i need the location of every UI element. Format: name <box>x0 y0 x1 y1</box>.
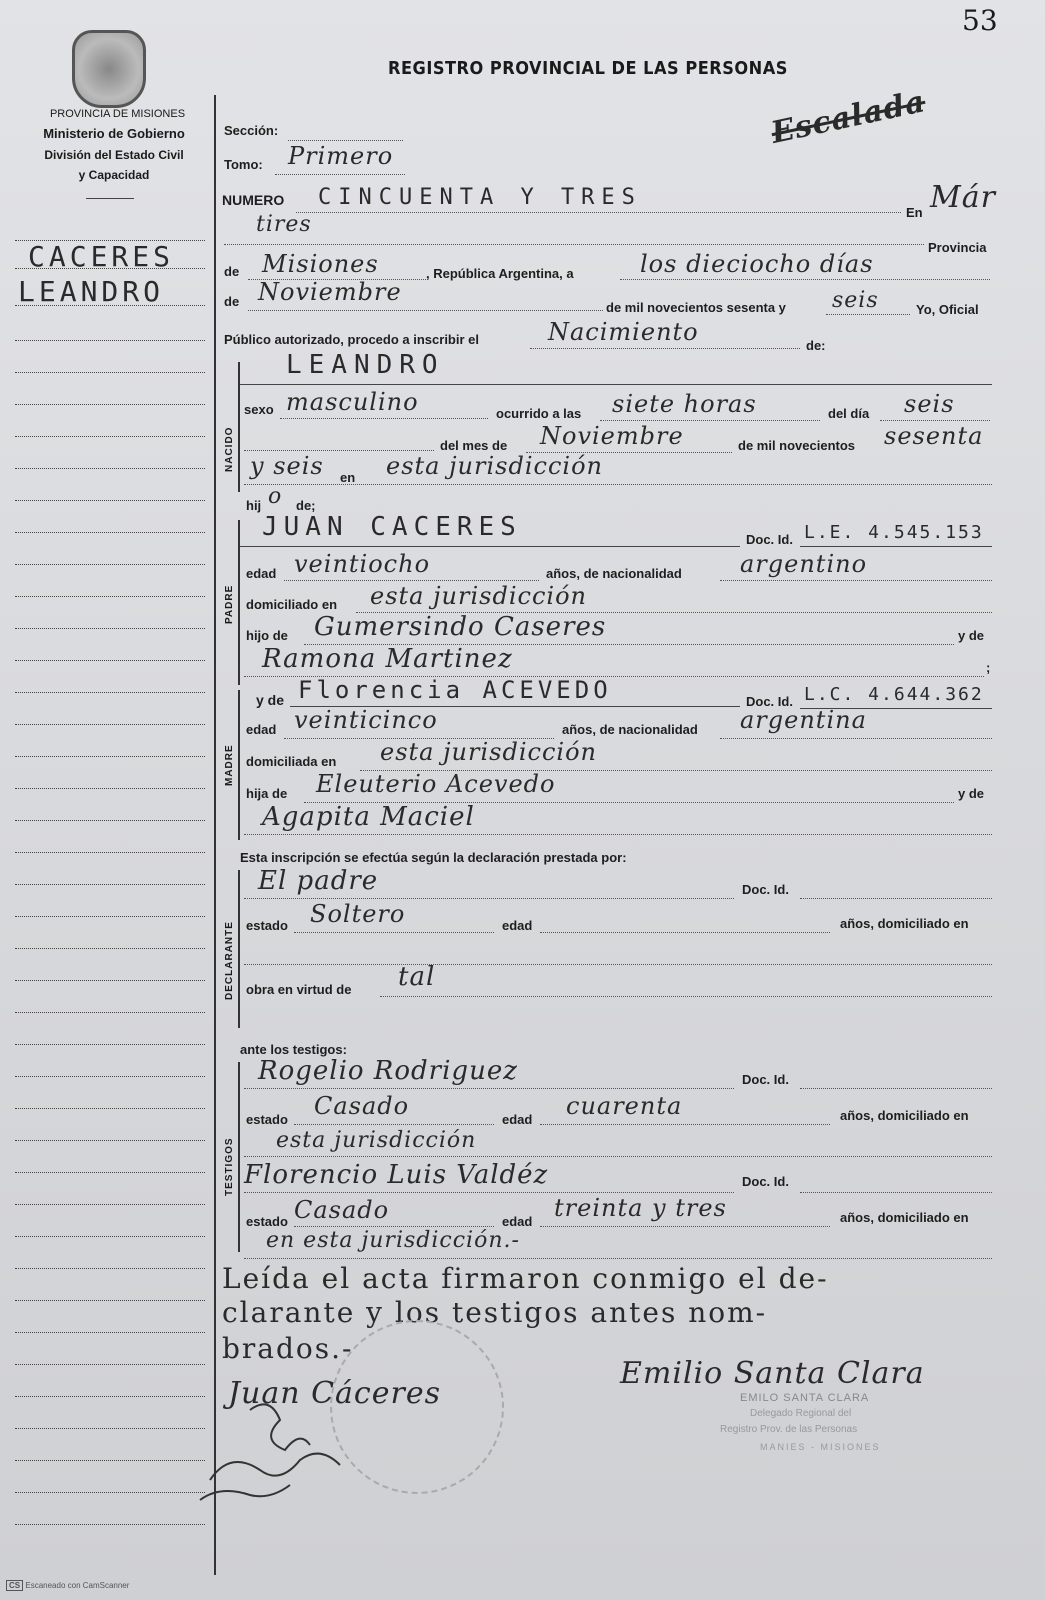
value-madre-edad: veinticinco <box>294 706 438 734</box>
label-t1-doc: Doc. Id. <box>742 1072 789 1087</box>
value-padre-nombre: JUAN CACERES <box>262 512 522 542</box>
value-provincia: Misiones <box>262 250 379 278</box>
label-t1-anos: años, domiciliado en <box>840 1108 969 1123</box>
closing-line-1: Leída el acta firmaron conmigo el de- <box>222 1262 829 1295</box>
line-numero <box>296 212 901 213</box>
line-acto <box>530 348 800 349</box>
value-dia-text: los dieciocho días <box>640 250 874 278</box>
value-madre-nombre: Florencia ACEVEDO <box>298 676 612 704</box>
line-sexo <box>280 418 488 419</box>
line-padre-nombre <box>240 546 740 547</box>
label-t1-estado: estado <box>246 1112 288 1127</box>
label-ante: ante los testigos: <box>240 1042 347 1057</box>
value-tomo: Primero <box>288 142 394 170</box>
label-madre-nac: años, de nacionalidad <box>562 722 698 737</box>
value-padre-padre: Gumersindo Caseres <box>314 612 607 642</box>
declarante-bracket <box>238 870 240 1028</box>
value-nombre: LEANDRO <box>286 350 445 380</box>
line-decl-edad <box>540 932 830 933</box>
value-t1-dom: esta jurisdicción <box>276 1128 477 1153</box>
line-decl-estado <box>294 932 494 933</box>
line-dia-text <box>620 279 990 280</box>
document-title: REGISTRO PROVINCIAL DE LAS PERSONAS <box>388 58 788 79</box>
crossed-annotation: Escalada <box>768 84 929 151</box>
label-t2-doc: Doc. Id. <box>742 1174 789 1189</box>
label-madre-dom: domiciliada en <box>246 754 337 769</box>
madre-bracket <box>238 690 240 840</box>
label-decl-anos: años, domiciliado en <box>840 916 969 931</box>
label-padre-doc: Doc. Id. <box>746 532 793 547</box>
label-decl-edad: edad <box>502 918 533 933</box>
value-hijo-suffix: o <box>268 484 283 509</box>
value-anio: seis <box>832 288 879 313</box>
scanner-text: Escaneado con CamScanner <box>25 1581 130 1590</box>
testigos-bracket <box>238 1062 240 1252</box>
label-publico: Público autorizado, procedo a inscribir el <box>224 332 479 347</box>
line-decl-dom <box>244 964 992 965</box>
line-lugar <box>244 484 992 485</box>
stamp-line-4: MANIES - MISIONES <box>760 1442 881 1452</box>
value-mes-nac: Noviembre <box>540 422 684 450</box>
value-t2-dom: en esta jurisdicción.- <box>266 1228 520 1253</box>
value-padre-dom: esta jurisdicción <box>370 582 587 610</box>
label-obra: obra en virtud de <box>246 982 352 997</box>
label-de-mil-nov: de mil novecientos <box>738 438 856 453</box>
padre-bracket <box>238 520 240 685</box>
line-t2-estado <box>294 1226 494 1227</box>
label-en-lugar: en <box>340 470 356 485</box>
line-tomo <box>275 174 405 175</box>
label-t2-anos: años, domiciliado en <box>840 1210 969 1225</box>
label-ocurrido: ocurrido a las <box>496 406 582 421</box>
line-padre-nac <box>720 580 992 581</box>
main-separator <box>214 95 216 1575</box>
label-padre-y-de: y de <box>958 628 985 643</box>
stamp-line-3: Registro Prov. de las Personas <box>720 1424 858 1435</box>
label-provincia: Provincia <box>928 240 987 255</box>
sidebar-ministry: Ministerio de Gobierno <box>43 126 185 141</box>
label-de-2: de <box>224 294 240 309</box>
value-padre-doc: L.E. 4.545.153 <box>804 522 984 543</box>
line-t2-edad <box>540 1226 830 1227</box>
value-madre-dom: esta jurisdicción <box>380 738 597 766</box>
label-hijo: hij <box>246 498 262 513</box>
label-en: En <box>906 205 923 220</box>
value-madre-madre: Agapita Maciel <box>262 802 475 832</box>
section-testigos: TESTIGOS <box>224 1137 235 1196</box>
sidebar-division: División del Estado Civil <box>44 148 184 162</box>
label-madre-doc: Doc. Id. <box>746 694 793 709</box>
line-t1-dom <box>244 1156 992 1157</box>
sidebar-capacity: y Capacidad <box>78 168 150 182</box>
section-declarante: DECLARANTE <box>224 921 235 1000</box>
label-yo-oficial: Yo, Oficial <box>916 302 979 317</box>
closing-line-2: clarante y los testigos antes nom- <box>222 1296 768 1329</box>
value-t2-edad: treinta y tres <box>554 1194 727 1222</box>
label-seccion: Sección: <box>224 123 279 138</box>
value-sexo: masculino <box>286 388 419 416</box>
label-madre-hija-de: hija de <box>246 786 288 801</box>
sidebar-divider <box>86 198 134 199</box>
line-t1-edad <box>540 1124 830 1125</box>
label-madre-y-de-2: y de <box>958 786 985 801</box>
label-padre-dom: domiciliado en <box>246 597 338 612</box>
label-de-semicolon: de; <box>296 498 316 513</box>
stamp-line-1: EMILO SANTA CLARA <box>740 1392 870 1404</box>
label-declarante-doc: Doc. Id. <box>742 882 789 897</box>
line-obra <box>380 996 992 997</box>
value-dia: seis <box>904 390 955 418</box>
line-hora <box>600 420 820 421</box>
value-lugar: esta jurisdicción <box>386 452 603 480</box>
value-madre-nac: argentina <box>740 706 867 734</box>
line-t2-doc <box>800 1192 992 1193</box>
line-nombre <box>240 384 992 385</box>
label-padre-nac: años, de nacionalidad <box>546 566 682 581</box>
line-testigo1 <box>244 1088 734 1089</box>
page-number: 53 <box>962 4 998 37</box>
line-blank-mes <box>244 450 434 451</box>
label-declaracion: Esta inscripción se efectúa según la declaración prestada por: <box>240 850 627 865</box>
value-t1-edad: cuarenta <box>566 1092 683 1120</box>
line-declarante-doc <box>800 898 992 899</box>
value-acto: Nacimiento <box>548 318 699 346</box>
value-city-1: Már <box>930 180 996 215</box>
value-anio-nac-2: y seis <box>250 452 324 480</box>
value-padre-nac: argentino <box>740 550 868 578</box>
line-padre-edad <box>284 580 539 581</box>
value-mes: Noviembre <box>258 278 402 306</box>
scanner-footer <box>6 1580 129 1591</box>
label-del-mes: del mes de <box>440 438 508 453</box>
label-padre-semicolon: ; <box>986 660 991 675</box>
line-city <box>224 244 924 245</box>
label-padre-hijo-de: hijo de <box>246 628 288 643</box>
line-testigo2 <box>244 1192 734 1193</box>
signature-juan-caceres: Juan Cáceres <box>228 1376 441 1411</box>
value-hora: siete horas <box>612 390 757 418</box>
value-t1-estado: Casado <box>314 1092 410 1120</box>
line-t1-doc <box>800 1088 992 1089</box>
value-decl-estado: Soltero <box>310 900 406 928</box>
value-declarante: El padre <box>258 866 379 896</box>
value-obra: tal <box>398 962 436 992</box>
line-padre-doc <box>800 546 992 547</box>
label-decl-estado: estado <box>246 918 288 933</box>
label-numero: NUMERO <box>222 192 285 208</box>
value-padre-edad: veintiocho <box>294 550 431 578</box>
line-madre-nac <box>720 738 992 739</box>
value-t2-estado: Casado <box>294 1196 390 1224</box>
label-madre-y-de: y de <box>256 692 285 708</box>
label-t2-edad: edad <box>502 1214 533 1229</box>
stamp-line-2: Delegado Regional del <box>750 1408 852 1419</box>
line-declarante <box>244 898 734 899</box>
label-sexo: sexo <box>244 402 274 417</box>
value-testigo1: Rogelio Rodriguez <box>258 1056 518 1086</box>
label-republica: , República Argentina, a <box>426 266 574 281</box>
label-padre-edad: edad <box>246 566 277 581</box>
value-anio-nac-1: sesenta <box>884 422 984 450</box>
line-anio <box>826 314 910 315</box>
label-t1-edad: edad <box>502 1112 533 1127</box>
signature-official: Emilio Santa Clara <box>620 1356 925 1391</box>
line-seccion <box>288 140 403 141</box>
nacido-bracket <box>238 362 240 492</box>
sidebar-surname: CACERES <box>28 240 175 273</box>
scanner-logo-icon: CS <box>6 1580 23 1591</box>
line-mes <box>248 310 603 311</box>
label-tomo: Tomo: <box>224 157 263 172</box>
label-de-colon: de: <box>806 338 826 353</box>
section-padre: PADRE <box>224 584 235 624</box>
sidebar-given-name: LEANDRO <box>18 275 165 308</box>
sidebar-province: PROVINCIA DE MISIONES <box>49 108 186 120</box>
value-city-2: tires <box>256 212 312 237</box>
line-dia <box>880 420 990 421</box>
label-madre-edad: edad <box>246 722 277 737</box>
label-de-1: de <box>224 264 240 279</box>
line-madre-madre <box>244 834 992 835</box>
value-testigo2: Florencio Luis Valdéz <box>244 1160 549 1190</box>
section-madre: MADRE <box>224 744 235 786</box>
closing-line-3: brados.- <box>222 1332 354 1365</box>
coat-of-arms-seal <box>72 30 146 108</box>
line-t2-dom <box>244 1258 992 1259</box>
line-t1-estado <box>294 1124 494 1125</box>
label-del-dia: del día <box>828 406 870 421</box>
value-madre-padre: Eleuterio Acevedo <box>316 770 556 798</box>
label-de-mil: de mil novecientos sesenta y <box>606 300 786 315</box>
section-nacido: NACIDO <box>224 426 235 472</box>
value-numero: CINCUENTA Y TRES <box>318 185 642 210</box>
witness-signatures <box>190 1390 360 1510</box>
value-madre-doc: L.C. 4.644.362 <box>804 684 984 705</box>
label-t2-estado: estado <box>246 1214 288 1229</box>
value-padre-madre: Ramona Martinez <box>262 644 513 674</box>
